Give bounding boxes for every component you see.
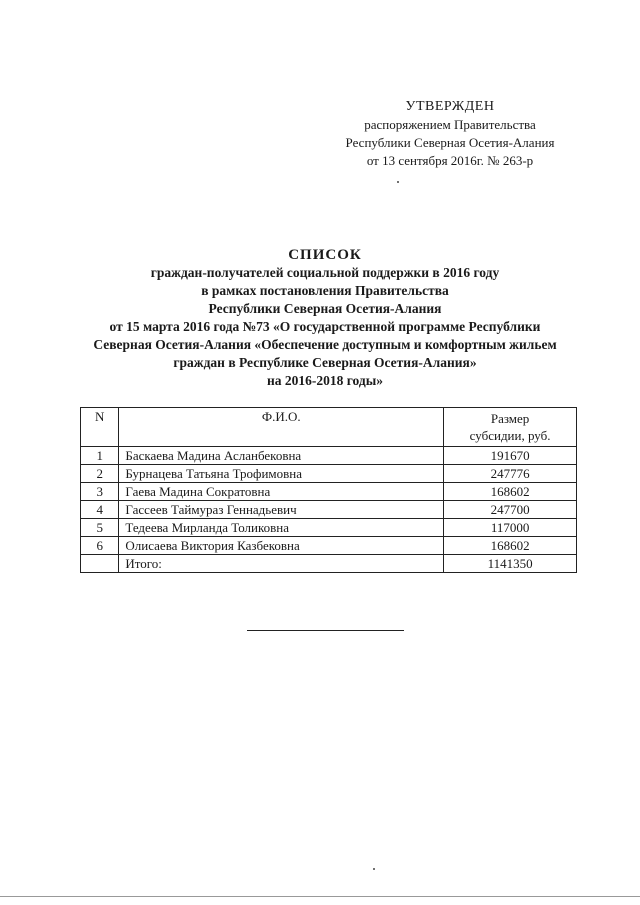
row-sum: 168602 bbox=[444, 483, 577, 501]
table-row bbox=[81, 465, 577, 483]
title-line-3: в рамках постановления Правительства bbox=[201, 283, 449, 298]
header-subsidy-line-2: субсидии, руб. bbox=[469, 428, 551, 443]
title-line-5: от 15 марта 2016 года №73 «О государственной программе Республики bbox=[109, 319, 541, 334]
total-sum: 1141350 bbox=[444, 555, 577, 573]
header-subsidy-line-1: Размер bbox=[490, 411, 530, 426]
table-row bbox=[81, 447, 577, 465]
row-sum: 247700 bbox=[444, 501, 577, 519]
row-name: Олисаева Виктория Казбековна bbox=[119, 537, 444, 555]
title-line-6: Северная Осетия-Алания «Обеспечение доступным и комфортным жильем bbox=[93, 337, 557, 352]
row-name: Тедеева Мирланда Толиковна bbox=[119, 519, 444, 537]
scan-speck bbox=[397, 181, 399, 183]
table-row bbox=[81, 537, 577, 555]
row-number: 3 bbox=[81, 483, 119, 501]
title-line-8: на 2016-2018 годы» bbox=[266, 373, 384, 388]
title-line-4: Республики Северная Осетия-Алания bbox=[208, 301, 442, 316]
approval-heading: УТВЕРЖДЕН bbox=[405, 99, 495, 114]
row-name: Гассеев Таймураз Геннадьевич bbox=[119, 501, 444, 519]
table-total-row bbox=[81, 555, 577, 573]
closing-rule bbox=[247, 630, 404, 631]
header-number: N bbox=[81, 408, 119, 447]
title-line-1: СПИСОК bbox=[288, 247, 362, 263]
approval-line-2: Республики Северная Осетия-Алания bbox=[345, 135, 555, 150]
document-title bbox=[60, 246, 590, 390]
header-name: Ф.И.О. bbox=[119, 408, 444, 447]
header-subsidy bbox=[444, 408, 577, 447]
row-sum: 168602 bbox=[444, 537, 577, 555]
total-label: Итого: bbox=[119, 555, 444, 573]
table-header-row bbox=[81, 408, 577, 447]
approval-line-1: распоряжением Правительства bbox=[364, 117, 536, 132]
title-line-7: граждан в Республике Северная Осетия-Алания» bbox=[173, 355, 477, 370]
row-sum: 191670 bbox=[444, 447, 577, 465]
row-number: 1 bbox=[81, 447, 119, 465]
approval-line-3: от 13 сентября 2016г. № 263-р bbox=[366, 153, 534, 168]
approval-stamp bbox=[330, 98, 570, 170]
total-number-empty bbox=[81, 555, 119, 573]
scan-speck bbox=[373, 868, 375, 870]
row-number: 2 bbox=[81, 465, 119, 483]
row-name: Бурнацева Татьяна Трофимовна bbox=[119, 465, 444, 483]
row-sum: 247776 bbox=[444, 465, 577, 483]
row-number: 4 bbox=[81, 501, 119, 519]
table-row bbox=[81, 519, 577, 537]
row-sum: 117000 bbox=[444, 519, 577, 537]
recipients-table bbox=[80, 407, 577, 573]
table-row bbox=[81, 483, 577, 501]
row-number: 5 bbox=[81, 519, 119, 537]
row-name: Гаева Мадина Сократовна bbox=[119, 483, 444, 501]
row-number: 6 bbox=[81, 537, 119, 555]
row-name: Баскаева Мадина Асланбековна bbox=[119, 447, 444, 465]
title-line-2: граждан-получателей социальной поддержки в 2016 году bbox=[150, 265, 500, 280]
scan-edge-line bbox=[0, 896, 640, 897]
table-row bbox=[81, 501, 577, 519]
